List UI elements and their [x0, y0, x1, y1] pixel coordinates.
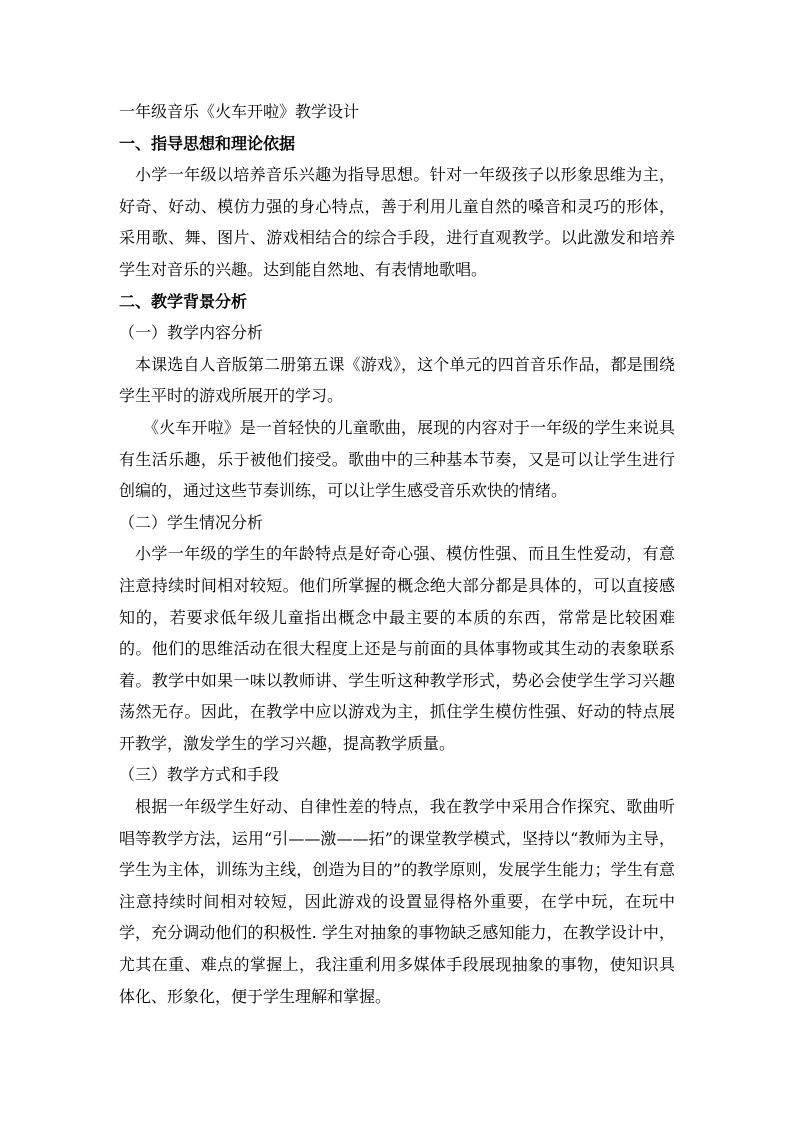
- paragraph-teaching-methods: 根据一年级学生好动、自律性差的特点，我在教学中采用合作探究、歌曲听唱等教学方法，运用“引——激——拓”的课堂教学模式，坚持以“教师为主导，学生为主体，训练为主线，创造为目的”的教学原则，发展学生能力；学生有意注意持续时间相对较短，因此游戏的设置显得格外重要，在学中玩，在玩中学，充分调动他们的积极性. 学生对抽象的事物缺乏感知能力，在教学设计中，尤其在重、难点的掌握上，我注重利用多媒体手段展现抽象的事物，使知识具体化、形象化，便于学生理解和掌握。: [119, 797, 675, 1006]
- subsection-heading-content-analysis: （一）教学内容分析: [119, 323, 264, 343]
- paragraph-student-analysis: 小学一年级的学生的年龄特点是好奇心强、模仿性强、而且生性爱动，有意注意持续时间相对较短。他们所掌握的概念绝大部分都是具体的，可以直接感知的，若要求低年级儿童指出概念中最主要的本质的东西，常常是比较困难的。他们的思维活动在很大程度上还是与前面的具体事物或其生动的表象联系着。教学中如果一味以教师讲、学生听这种教学形式，势必会使学生学习兴趣荡然无存。因此，在教学中应以游戏为主，抓住学生模仿性强、好动的特点展开教学，激发学生的学习兴趣，提高教学质量。: [119, 544, 675, 753]
- paragraph-content-analysis-1: 本课选自人音版第二册第五课《游戏》，这个单元的四首音乐作品，都是围绕学生平时的游戏所展开的学习。: [119, 354, 675, 406]
- paragraph-content-analysis-2: 《火车开啦》是一首轻快的儿童歌曲，展现的内容对于一年级的学生来说具有生活乐趣，乐于被他们接受。歌曲中的三种基本节奏，又是可以让学生进行创编的，通过这些节奏训练，可以让学生感受音乐欢快的情绪。: [119, 417, 675, 501]
- paragraph-guiding-ideology: 小学一年级以培养音乐兴趣为指导思想。针对一年级孩子以形象思维为主，好奇、好动、模仿力强的身心特点，善于利用儿童自然的嗓音和灵巧的形体，采用歌、舞、图片、游戏相结合的综合手段，进行直观教学。以此激发和培养学生对音乐的兴趣。达到能自然地、有表情地歌唱。: [119, 165, 675, 279]
- subsection-heading-student-analysis: （二）学生情况分析: [119, 512, 264, 532]
- document-body: [119, 96, 675, 1012]
- document-title: 一年级音乐《火车开啦》教学设计: [119, 102, 360, 121]
- section-heading-teaching-background: 二、教学背景分析: [119, 291, 248, 311]
- section-heading-guiding-ideology: 一、指导思想和理论依据: [119, 133, 296, 153]
- subsection-heading-teaching-methods: （三）教学方式和手段: [119, 765, 280, 785]
